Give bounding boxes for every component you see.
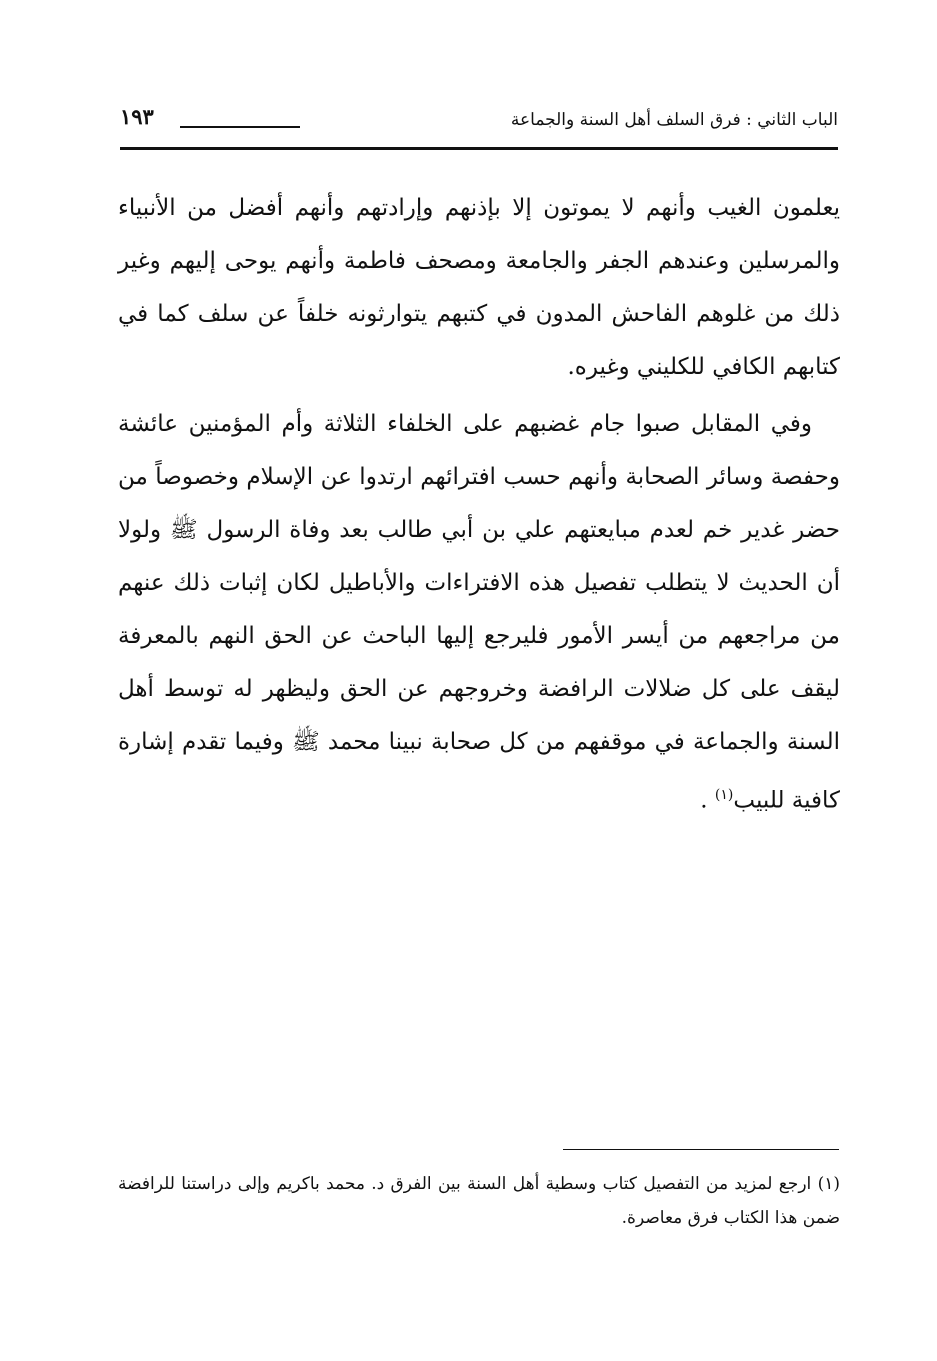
paragraph-2-end: . xyxy=(700,787,715,814)
paragraph-2-text: وفي المقابل صبوا جام غضبهم على الخلفاء الثلاثة وأم المؤمنين عائشة وحفصة وسائر الصحابة وأنهم حسب افترائهم ارتدوا عن الإسلام وخصوصاً من حضر غدير خم لعدم مبايعتهم علي بن أبي طالب بعد وفاة الرسول ﷺ ولولا أن الحديث لا يتطلب تفصيل هذه الافتراءات والأباطيل لكان إثبات ذلك عنهم من مراجعهم من أيسر الأمور فليرجع إليها الباحث عن الحق النهم بالمعرفة ليقف على كل ضلالات الرافضة وخروجهم عن الحق وليظهر له توسط أهل السنة والجماعة في موقفهم من كل صحابة نبينا محمد ﷺ وفيما تقدم إشارة كافية للبيب xyxy=(118,411,840,814)
running-header xyxy=(120,98,838,144)
page-number: ١٩٣ xyxy=(120,104,154,129)
footnote-separator xyxy=(563,1149,839,1150)
footnote xyxy=(118,1167,840,1235)
chapter-title: الباب الثاني : فرق السلف أهل السنة والجماعة xyxy=(510,110,838,130)
header-dash xyxy=(180,126,300,128)
paragraph-1: يعلمون الغيب وأنهم لا يموتون إلا بإذنهم وإرادتهم وأنهم أفضل من الأنبياء والمرسلين وعندهم الجفر والجامعة ومصحف فاطمة وأنهم يوحى إليهم وغير ذلك من غلوهم الفاحش المدون في كتبهم يتوارثونه خلفاً عن سلف كما في كتابهم الكافي للكليني وغيره. xyxy=(118,195,840,380)
paragraph-2 xyxy=(118,398,840,828)
footnote-marker[interactable]: (١) xyxy=(714,787,734,803)
footnote-text: (١) ارجع لمزيد من التفصيل كتاب وسطية أهل السنة بين الفرق د. محمد باكريم وإلى دراستنا للرافضة ضمن هذا الكتاب فرق معاصرة. xyxy=(118,1174,840,1228)
header-rule xyxy=(120,147,838,150)
main-text xyxy=(118,182,840,828)
